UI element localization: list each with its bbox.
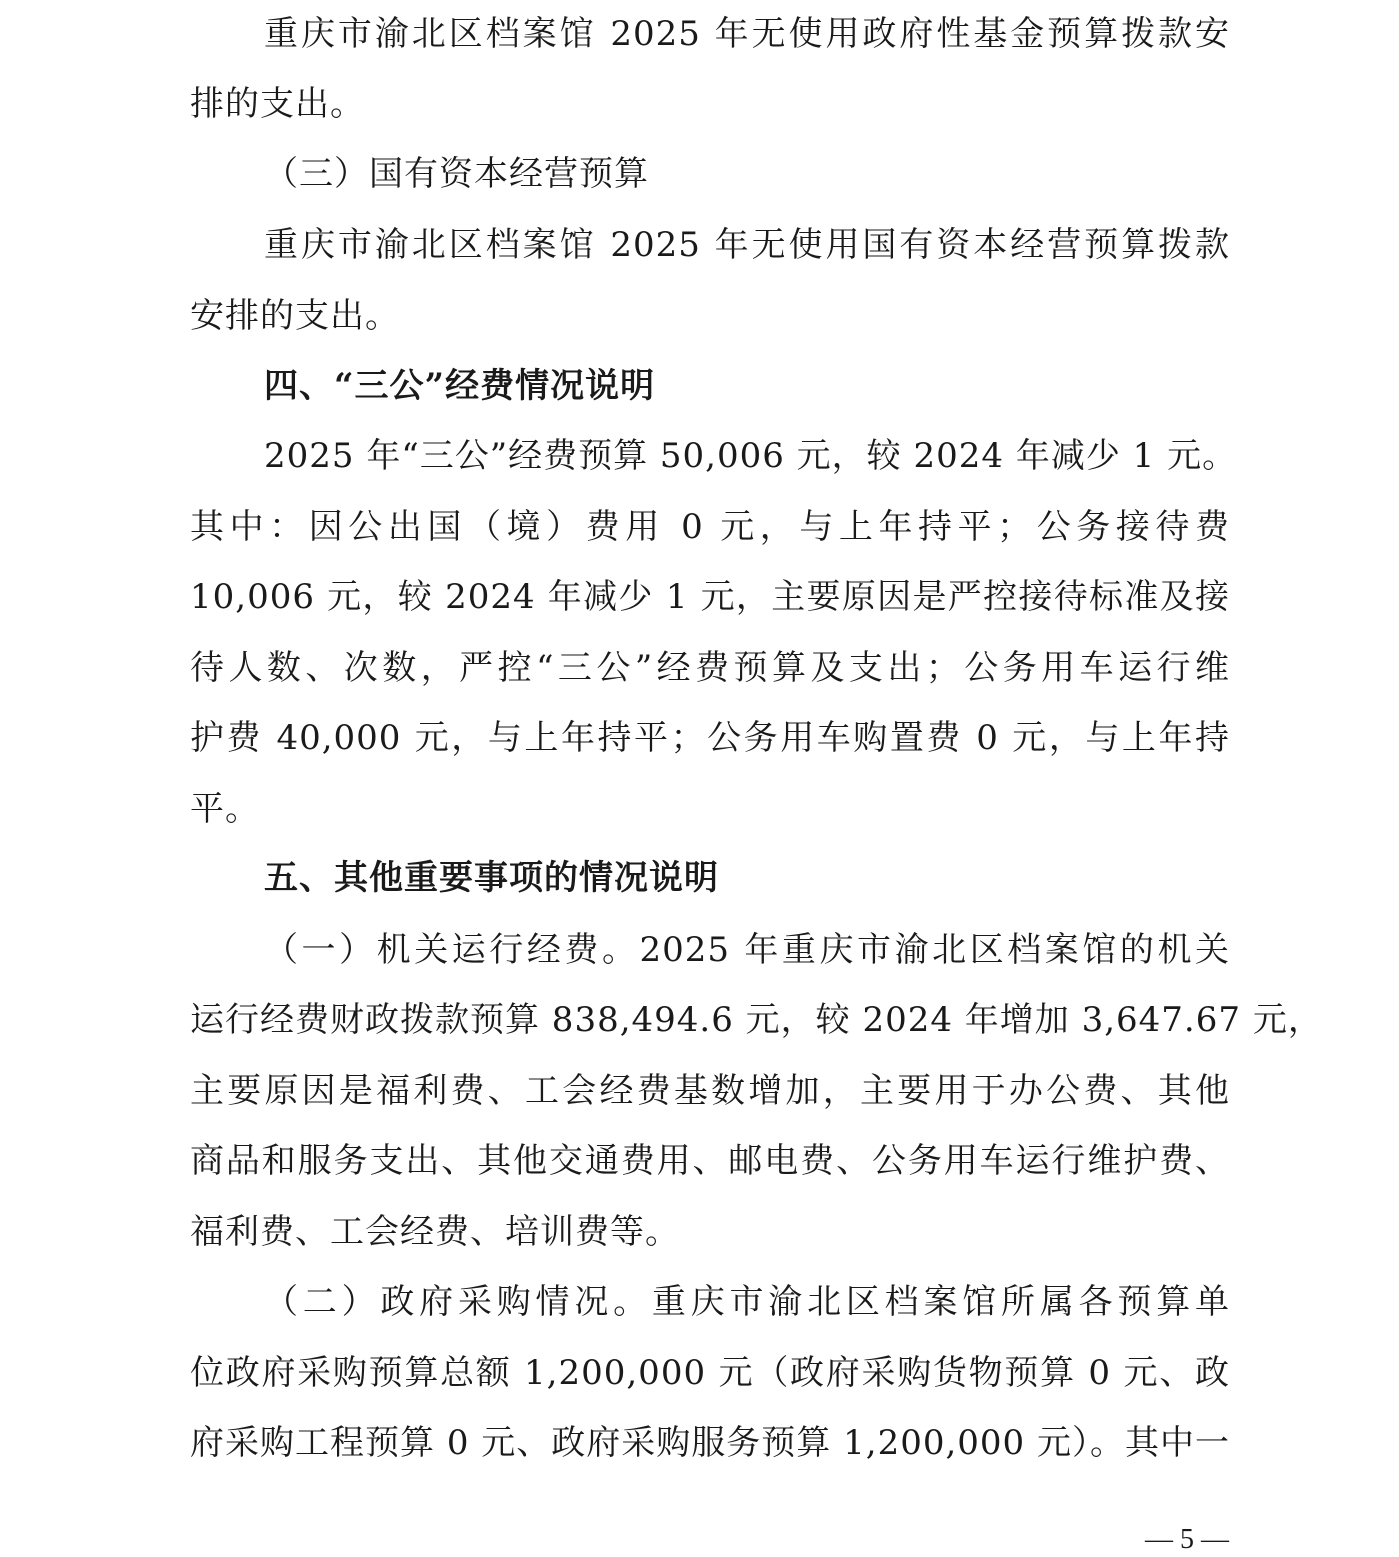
page-number: — 5 — — [1145, 1524, 1229, 1555]
section-heading: 五、其他重要事项的情况说明 — [264, 858, 719, 898]
paragraph-line: 重庆市渝北区档案馆 2025 年无使用政府性基金预算拨款安 — [264, 14, 1230, 54]
paragraph-line: 护费 40,000 元，与上年持平；公务用车购置费 0 元，与上年持 — [190, 718, 1230, 758]
paragraph-line: （二）政府采购情况。重庆市渝北区档案馆所属各预算单 — [264, 1282, 1230, 1322]
paragraph-line: 安排的支出。 — [190, 296, 400, 336]
paragraph-line: 10,006 元，较 2024 年减少 1 元，主要原因是严控接待标准及接 — [190, 577, 1230, 617]
paragraph-line: 排的支出。 — [190, 84, 365, 124]
paragraph-line: 平。 — [190, 789, 260, 829]
paragraph-line: （一）机关运行经费。2025 年重庆市渝北区档案馆的机关 — [264, 930, 1230, 970]
paragraph-line: 主要原因是福利费、工会经费基数增加，主要用于办公费、其他 — [190, 1071, 1230, 1111]
paragraph-line: 2025 年“三公”经费预算 50,006 元，较 2024 年减少 1 元。 — [264, 436, 1238, 476]
subsection-heading: （三）国有资本经营预算 — [264, 154, 649, 194]
paragraph-line: 重庆市渝北区档案馆 2025 年无使用国有资本经营预算拨款 — [264, 225, 1230, 265]
section-heading: 四、“三公”经费情况说明 — [264, 366, 656, 406]
paragraph-line: 其中：因公出国（境）费用 0 元，与上年持平；公务接待费 — [190, 507, 1230, 547]
paragraph-line: 福利费、工会经费、培训费等。 — [190, 1212, 680, 1252]
paragraph-line: 运行经费财政拨款预算 838,494.6 元，较 2024 年增加 3,647.67 元， — [190, 1000, 1323, 1040]
paragraph-line: 商品和服务支出、其他交通费用、邮电费、公务用车运行维护费、 — [190, 1141, 1230, 1181]
paragraph-line: 府采购工程预算 0 元、政府采购服务预算 1,200,000 元）。其中一 — [190, 1423, 1230, 1463]
paragraph-line: 位政府采购预算总额 1,200,000 元（政府采购货物预算 0 元、政 — [190, 1353, 1230, 1393]
document-page — [190, 0, 1323, 1554]
paragraph-line: 待人数、次数，严控“三公”经费预算及支出；公务用车运行维 — [190, 648, 1230, 688]
